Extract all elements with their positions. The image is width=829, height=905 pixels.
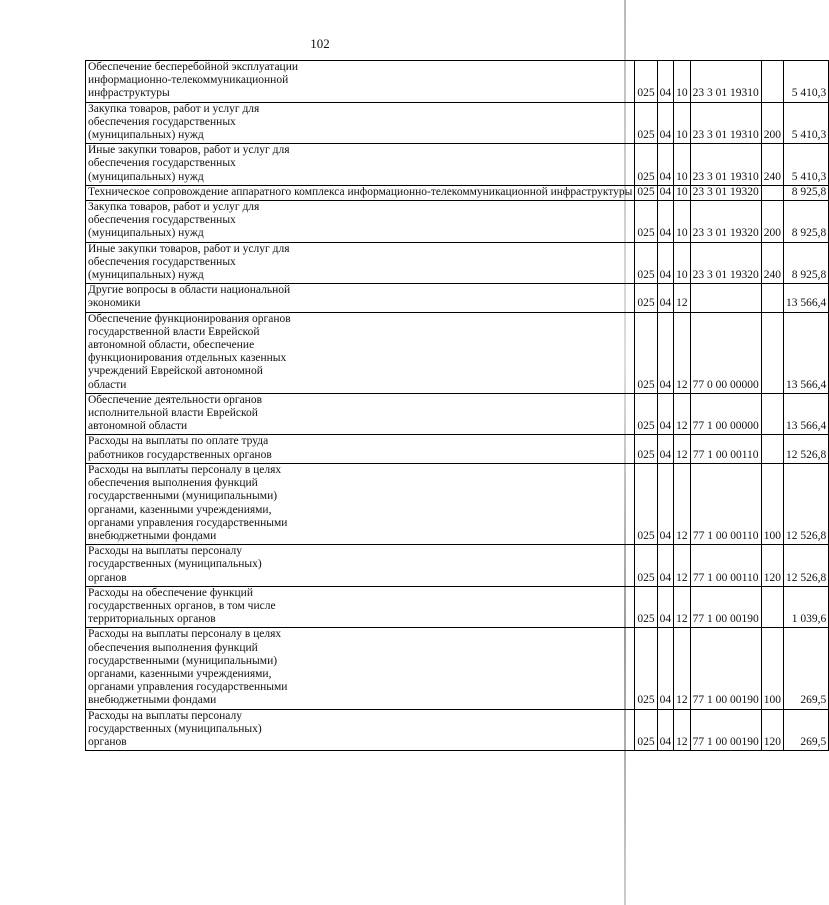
row-name: Обеспечение бесперебойной эксплуатации информационно-телекоммуникационной инфраструктуры [86,61,635,103]
row-ved: 025 [635,201,657,243]
row-ved: 025 [635,586,657,628]
row-name: Техническое сопровождение аппаратного комплекса информационно-телекоммуникационной инфраструктуры [86,185,635,200]
row-section: 04 [657,393,674,435]
row-subsection: 12 [674,586,691,628]
row-subsection: 12 [674,312,691,393]
row-name: Расходы на выплаты персоналу в целях обеспечения выполнения функций государственными (муниципальными) органами, казенными учреждениями, органами управления государственными внебюджетными фондами [86,463,635,544]
row-target-article: 77 1 00 00110 [690,463,761,544]
row-expense-type [761,284,783,312]
row-target-article: 23 3 01 19320 [690,201,761,243]
table-row [86,144,829,186]
row-amount: 13 566,4 [784,312,829,393]
row-name: Обеспечение функционирования органов государственной власти Еврейской автономной области, обеспечение функционирования отдельных казенных учреждений Еврейской автономной области [86,312,635,393]
row-ved: 025 [635,545,657,587]
row-section: 04 [657,312,674,393]
row-target-article: 77 1 00 00190 [690,628,761,709]
row-section: 04 [657,435,674,463]
table-row [86,185,829,200]
page-number: 102 [310,36,330,51]
table-row [86,393,829,435]
row-subsection: 12 [674,628,691,709]
row-section: 04 [657,185,674,200]
row-subsection: 12 [674,463,691,544]
row-subsection: 12 [674,284,691,312]
row-target-article: 23 3 01 19310 [690,102,761,144]
row-name: Обеспечение деятельности органов исполнительной власти Еврейской автономной области [86,393,635,435]
row-section: 04 [657,242,674,284]
row-ved: 025 [635,144,657,186]
row-expense-type: 240 [761,144,783,186]
row-section: 04 [657,586,674,628]
row-subsection: 12 [674,393,691,435]
table-row [86,628,829,709]
row-ved: 025 [635,61,657,103]
table-row [86,545,829,587]
row-subsection: 10 [674,102,691,144]
row-ved: 025 [635,312,657,393]
row-ved: 025 [635,185,657,200]
row-name: Иные закупки товаров, работ и услуг для обеспечения государственных (муниципальных) нужд [86,242,635,284]
row-section: 04 [657,628,674,709]
table-row [86,61,829,103]
row-expense-type: 120 [761,545,783,587]
row-section: 04 [657,144,674,186]
row-subsection: 10 [674,185,691,200]
row-amount: 8 925,8 [784,242,829,284]
row-expense-type: 100 [761,463,783,544]
row-name: Расходы на обеспечение функций государственных органов, в том числе территориальных органов [86,586,635,628]
row-ved: 025 [635,102,657,144]
row-target-article [690,284,761,312]
row-name: Другие вопросы в области национальной экономики [86,284,635,312]
table-row [86,586,829,628]
row-expense-type [761,393,783,435]
row-name: Расходы на выплаты по оплате труда работников государственных органов [86,435,635,463]
row-amount: 12 526,8 [784,463,829,544]
row-section: 04 [657,709,674,751]
row-subsection: 12 [674,435,691,463]
table-row [86,201,829,243]
row-expense-type [761,312,783,393]
row-name: Расходы на выплаты персоналу в целях обеспечения выполнения функций государственными (муниципальными) органами, казенными учреждениями, органами управления государственными внебюджетными фондами [86,628,635,709]
row-expense-type [761,435,783,463]
table-row [86,463,829,544]
row-section: 04 [657,102,674,144]
row-amount: 5 410,3 [784,102,829,144]
row-ved: 025 [635,709,657,751]
row-amount: 1 039,6 [784,586,829,628]
row-target-article: 23 3 01 19320 [690,185,761,200]
row-amount: 12 526,8 [784,435,829,463]
row-target-article: 23 3 01 19310 [690,144,761,186]
row-name: Расходы на выплаты персоналу государственных (муниципальных) органов [86,545,635,587]
row-target-article: 77 1 00 00110 [690,435,761,463]
row-amount: 13 566,4 [784,284,829,312]
row-amount: 269,5 [784,628,829,709]
row-target-article: 77 1 00 00000 [690,393,761,435]
budget-table-body [86,61,829,751]
row-section: 04 [657,284,674,312]
row-ved: 025 [635,463,657,544]
row-name: Закупка товаров, работ и услуг для обеспечения государственных (муниципальных) нужд [86,102,635,144]
row-subsection: 10 [674,242,691,284]
row-expense-type: 200 [761,201,783,243]
table-row [86,102,829,144]
row-section: 04 [657,463,674,544]
row-amount: 13 566,4 [784,393,829,435]
table-row [86,435,829,463]
row-ved: 025 [635,435,657,463]
row-ved: 025 [635,628,657,709]
row-ved: 025 [635,393,657,435]
row-amount: 8 925,8 [784,185,829,200]
row-target-article: 77 1 00 00110 [690,545,761,587]
row-expense-type: 100 [761,628,783,709]
table-row [86,284,829,312]
row-expense-type [761,185,783,200]
row-amount: 12 526,8 [784,545,829,587]
row-expense-type: 240 [761,242,783,284]
row-section: 04 [657,61,674,103]
row-subsection: 12 [674,545,691,587]
row-amount: 269,5 [784,709,829,751]
row-target-article: 77 1 00 00190 [690,586,761,628]
row-amount: 8 925,8 [784,201,829,243]
row-expense-type: 200 [761,102,783,144]
row-name: Расходы на выплаты персоналу государственных (муниципальных) органов [86,709,635,751]
row-expense-type: 120 [761,709,783,751]
row-target-article: 77 1 00 00190 [690,709,761,751]
row-expense-type [761,61,783,103]
row-target-article: 23 3 01 19310 [690,61,761,103]
row-subsection: 12 [674,709,691,751]
row-subsection: 10 [674,201,691,243]
row-ved: 025 [635,242,657,284]
table-row [86,709,829,751]
row-subsection: 10 [674,61,691,103]
row-expense-type [761,586,783,628]
row-name: Иные закупки товаров, работ и услуг для обеспечения государственных (муниципальных) нужд [86,144,635,186]
table-row [86,242,829,284]
row-target-article: 77 0 00 00000 [690,312,761,393]
row-section: 04 [657,201,674,243]
row-amount: 5 410,3 [784,144,829,186]
row-ved: 025 [635,284,657,312]
budget-table [85,60,829,751]
row-amount: 5 410,3 [784,61,829,103]
row-subsection: 10 [674,144,691,186]
row-section: 04 [657,545,674,587]
row-name: Закупка товаров, работ и услуг для обеспечения государственных (муниципальных) нужд [86,201,635,243]
row-target-article: 23 3 01 19320 [690,242,761,284]
table-row [86,312,829,393]
